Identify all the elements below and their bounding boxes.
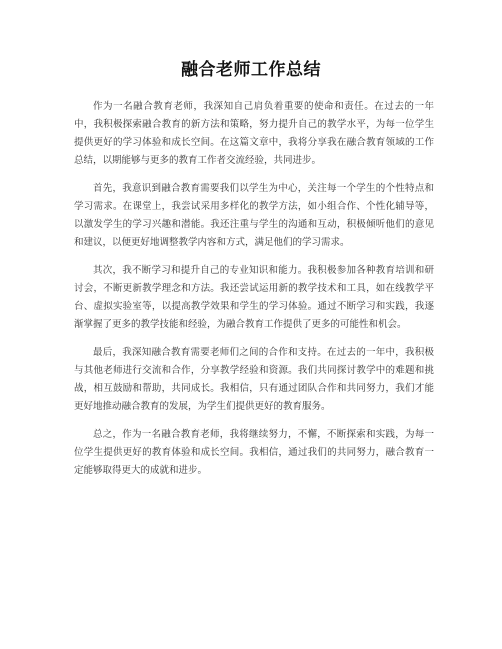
paragraph-student-centered: 首先，我意识到融合教育需要我们以学生为中心，关注每一个学生的个性特点和学习需求。在课堂上，我尝试采用多样化的教学方法，如小组合作、个性化辅导等，以激发学生的学习兴趣和潜能。我还注重与学生的沟通和互动，积极倾听他们的意见和建议，以便更好地调整教学内容和方式，满足他们的学习需求。 — [74, 183, 434, 248]
paragraph-intro: 作为一名融合教育老师，我深知自己肩负着重要的使命和责任。在过去的一年中，我积极探索融合教育的新方法和策略，努力提升自己的教学水平，为每一位学生提供更好的学习体验和成长空间。在这篇文章中，我将分享我在融合教育领域的工作总结，以期能够与更多的教育工作者交流经验，共同进步。 — [74, 101, 434, 166]
paragraph-conclusion: 总之，作为一名融合教育老师，我将继续努力，不懈，不断探索和实践，为每一位学生提供更好的教育体验和成长空间。我相信，通过我们的共同努力，融合教育一定能够取得更大的成就和进步。 — [74, 429, 434, 476]
paragraph-professional-growth: 其次，我不断学习和提升自己的专业知识和能力。我积极参加各种教育培训和研讨会，不断更新教学理念和方法。我还尝试运用新的教学技术和工具，如在线教学平台、虚拟实验室等，以提高教学效果和学生的学习体验。通过不断学习和实践，我逐渐掌握了更多的教学技能和经验，为融合教育工作提供了更多的可能性和机会。 — [74, 265, 434, 330]
paragraph-collaboration: 最后，我深知融合教育需要老师们之间的合作和支持。在过去的一年中，我积极与其他老师进行交流和合作，分享教学经验和资源。我们共同探讨教学中的难题和挑战，相互鼓励和帮助，共同成长。我相信，只有通过团队合作和共同努力，我们才能更好地推动融合教育的发展，为学生们提供更好的教育服务。 — [74, 347, 434, 412]
document-body — [74, 98, 434, 490]
document-title: 融合老师工作总结 — [181, 60, 321, 80]
